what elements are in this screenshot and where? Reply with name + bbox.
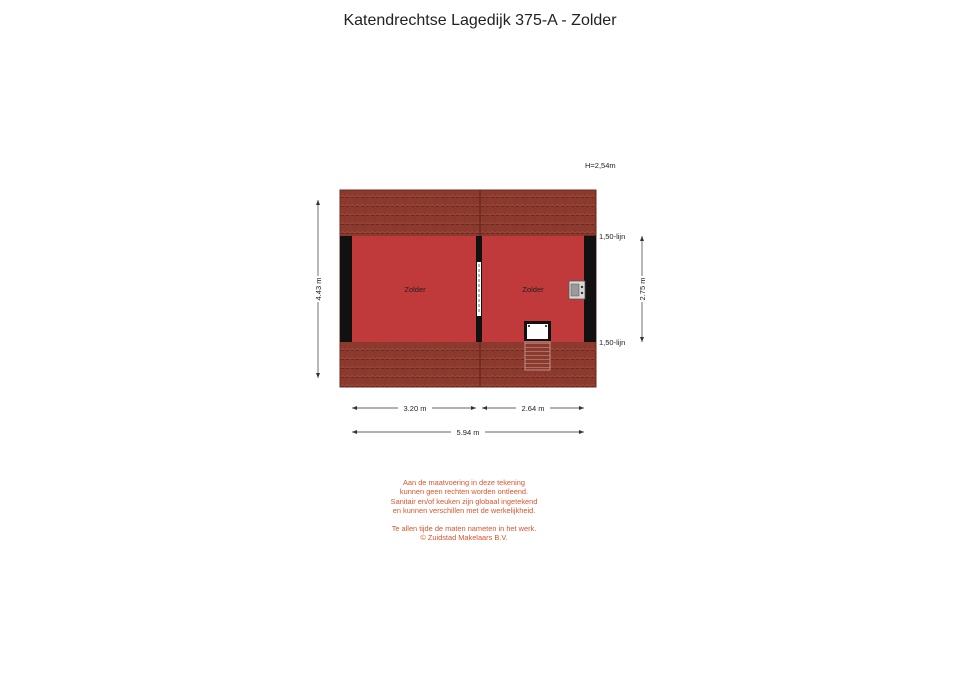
dimension-right-height — [637, 236, 647, 342]
sink-icon — [569, 281, 585, 299]
disclaimer-line: en kunnen verschillen met de werkelijkheid. — [392, 506, 536, 516]
dimension-width-right-room — [482, 402, 584, 414]
disclaimer-line: Te allen tijde de maten nameten in het werk. — [391, 523, 537, 533]
disclaimer — [330, 478, 598, 542]
line-label-top: 1,50-lijn — [599, 232, 626, 241]
page-title: Katendrechtse Lagedijk 375-A - Zolder — [343, 12, 617, 29]
wall-left — [340, 236, 352, 342]
room-label-right: Zolder — [522, 285, 544, 294]
dimension-total-width-label: 5.94 m — [456, 428, 480, 437]
copyright: © Zuidstad Makelaars B.V. — [420, 533, 508, 543]
roof-top — [340, 190, 596, 236]
height-label: H=2,54m — [585, 161, 616, 170]
roof-bottom — [340, 342, 596, 387]
disclaimer-line: kunnen geen rechten worden ontleend. — [399, 487, 529, 497]
dimension-right-height-label: 2.75 m — [638, 277, 647, 301]
wall-right — [584, 236, 596, 342]
dimension-width-left-room-label: 3.20 m — [403, 404, 427, 413]
attic-stairs-icon — [525, 342, 550, 370]
hatch-icon — [524, 321, 551, 341]
line-label-bottom: 1,50-lijn — [599, 338, 626, 347]
dimension-left-height-label: 4.43 m — [314, 277, 323, 301]
room-label-left: Zolder — [404, 285, 426, 294]
dimension-total-width — [352, 426, 584, 438]
dimension-width-right-room-label: 2.64 m — [521, 404, 545, 413]
disclaimer-line: Aan de maatvoering in deze tekening — [402, 478, 526, 487]
dimension-width-left-room — [352, 402, 476, 414]
dimension-left-height — [313, 200, 323, 378]
disclaimer-line: Sanitair en/of keuken zijn globaal ingetekend — [390, 496, 538, 506]
